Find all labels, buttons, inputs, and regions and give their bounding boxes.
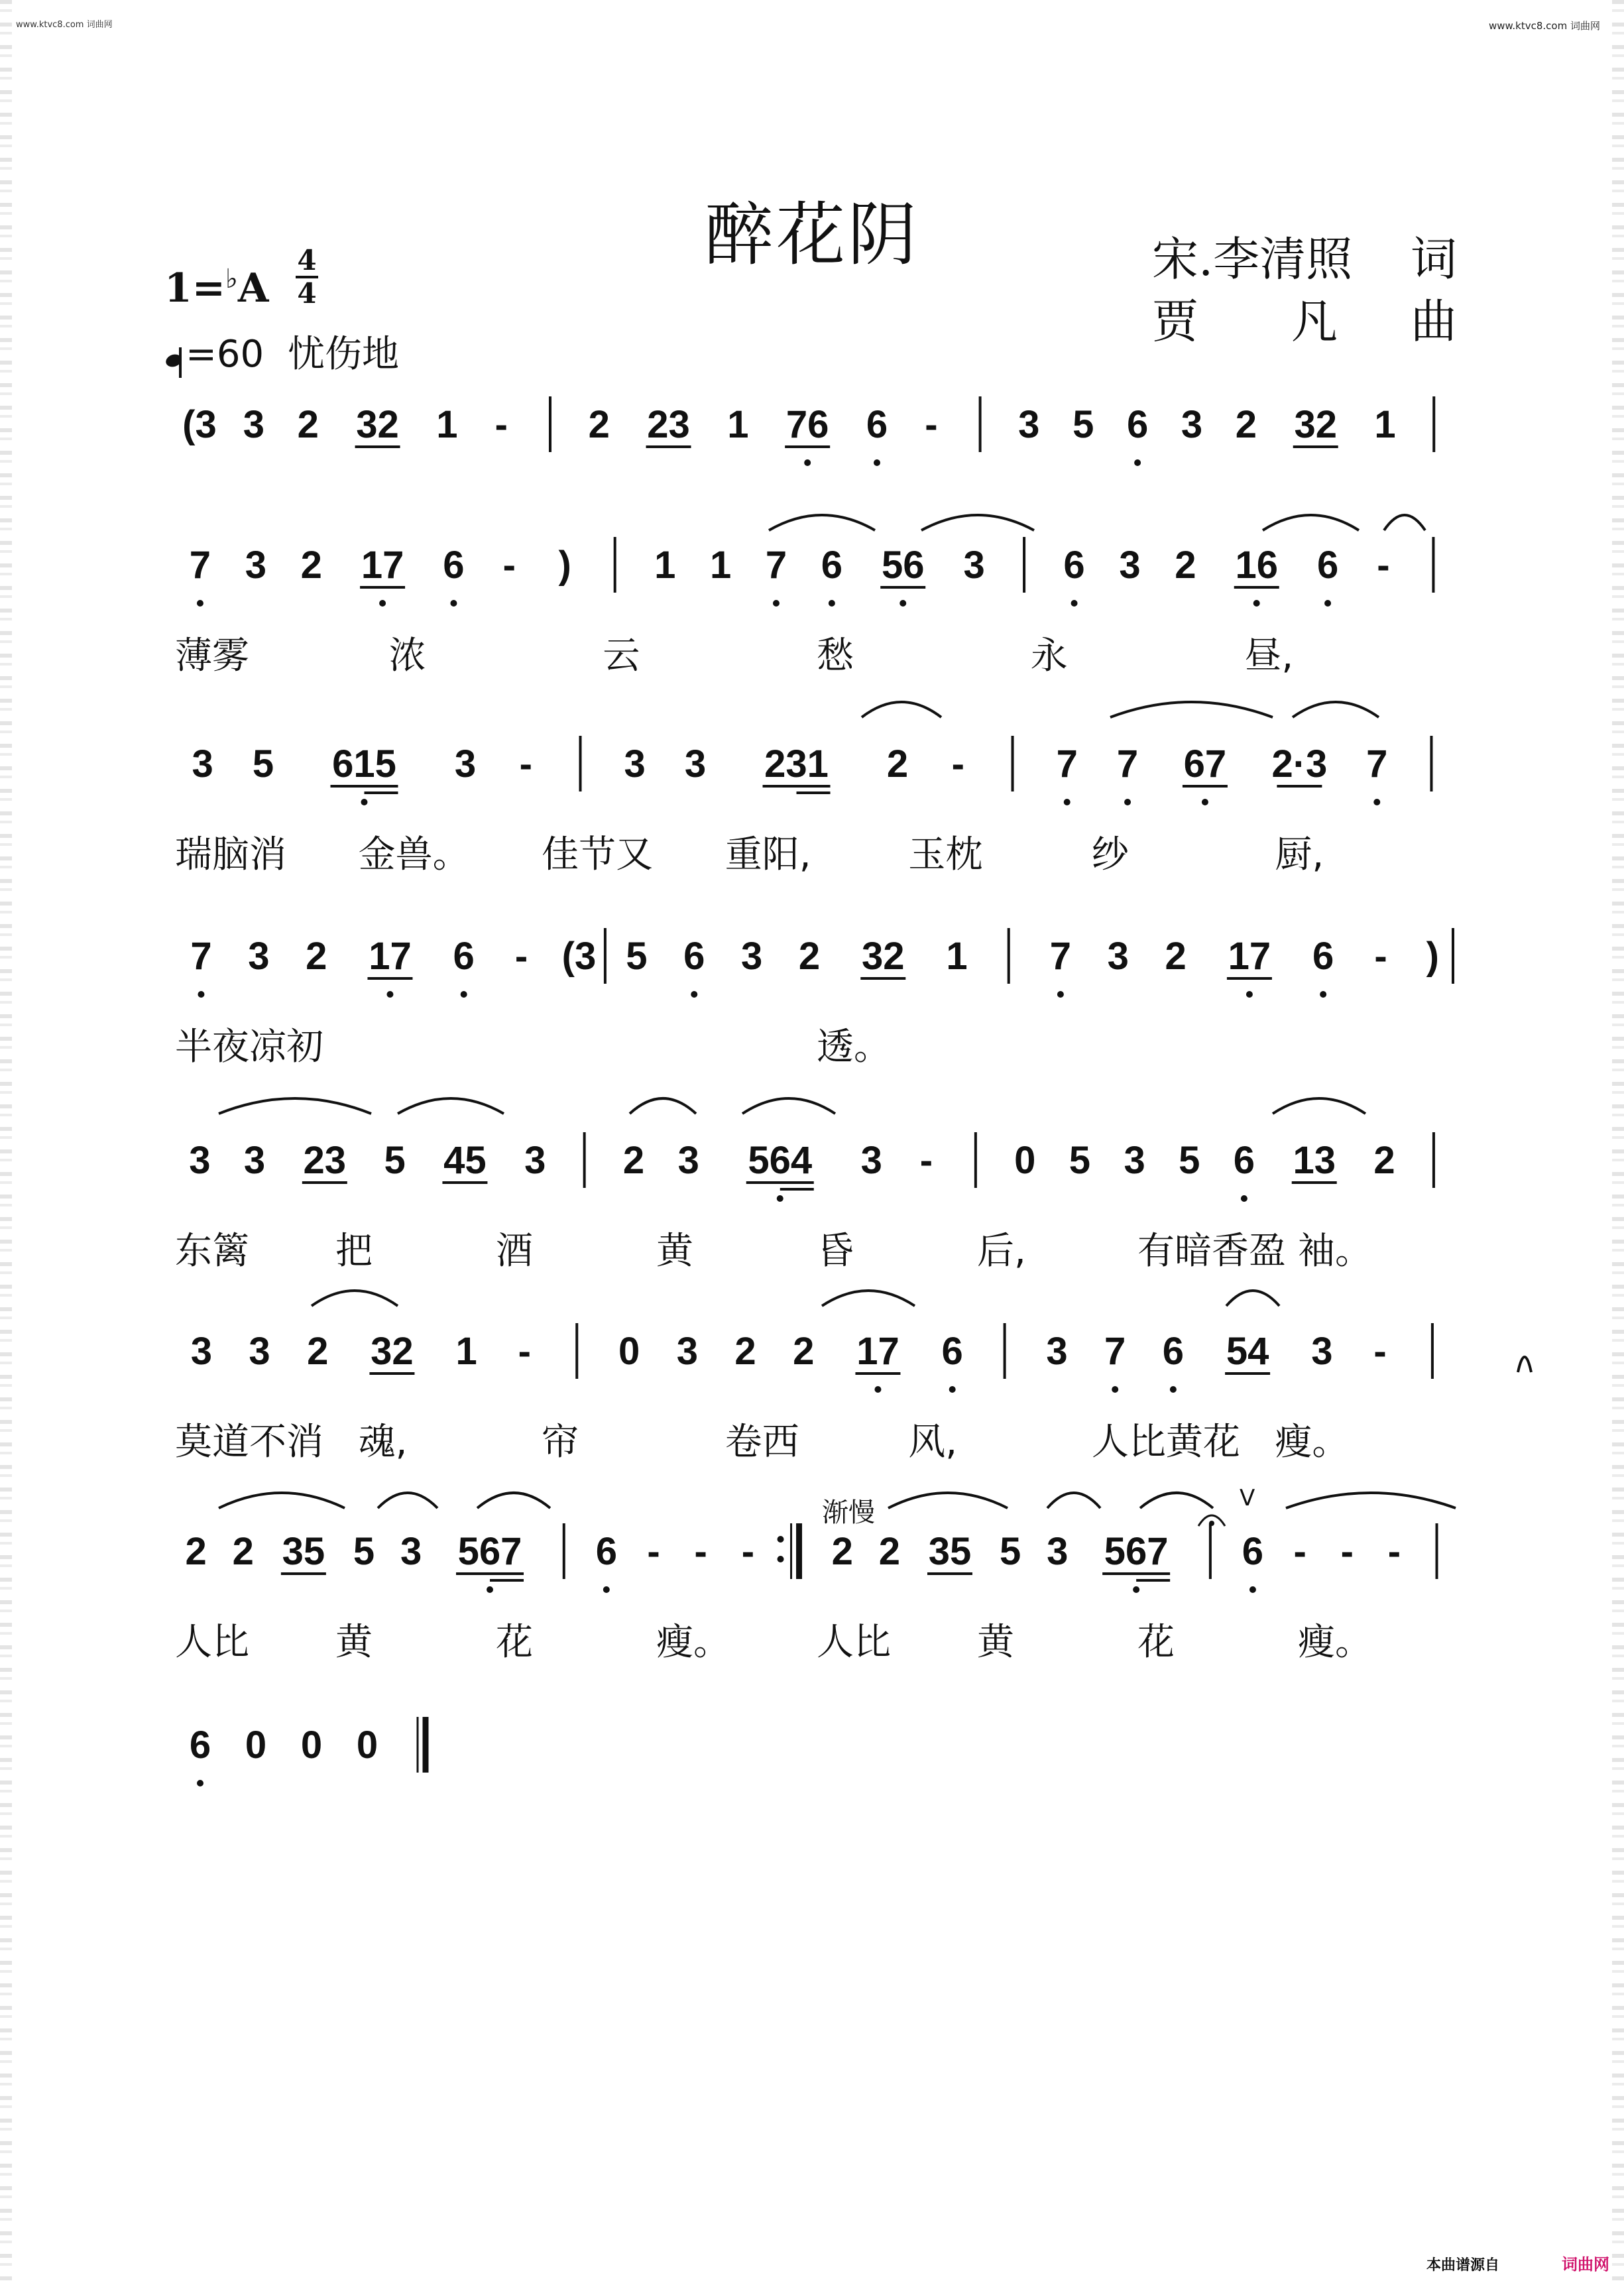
slur-arc bbox=[630, 1098, 696, 1114]
note-group: 6 bbox=[1162, 1330, 1185, 1373]
lyric-word: 瑞脑消 bbox=[175, 833, 286, 876]
slur-arc bbox=[1518, 1357, 1531, 1372]
flat-sign: ♭ bbox=[225, 264, 238, 294]
note-group: 3 bbox=[1181, 403, 1203, 446]
note-group: - bbox=[494, 403, 508, 446]
note-group: 2 bbox=[798, 935, 821, 978]
note-group: 32 bbox=[356, 403, 399, 446]
slur-arc bbox=[742, 1098, 835, 1114]
slur-arc bbox=[888, 1493, 1008, 1508]
note-group: - bbox=[502, 544, 516, 587]
lyric-word: 魂, bbox=[358, 1421, 408, 1464]
note-group: 3 bbox=[524, 1139, 546, 1182]
note-group: 0 bbox=[618, 1330, 640, 1373]
lyric-word: 人比 bbox=[817, 1621, 891, 1664]
note-group: 1 bbox=[946, 935, 968, 978]
note-group: 54 bbox=[1226, 1330, 1269, 1373]
lyric-word: 瘦。 bbox=[1298, 1621, 1372, 1664]
note-group: 3 bbox=[860, 1139, 882, 1182]
note-group: 7 bbox=[1049, 935, 1072, 978]
slur-arc bbox=[822, 1291, 915, 1306]
lyric-word: 袖。 bbox=[1298, 1230, 1372, 1273]
note-group: 1 bbox=[709, 544, 732, 587]
low-octave-dot bbox=[1170, 1386, 1177, 1393]
slur-arc bbox=[1226, 1291, 1279, 1306]
note-group: - bbox=[647, 1530, 660, 1573]
slur-arc bbox=[1263, 515, 1359, 530]
low-octave-dot bbox=[773, 600, 780, 607]
note-group: - bbox=[694, 1530, 707, 1573]
low-octave-dot bbox=[1320, 991, 1326, 998]
note-group: 13 bbox=[1293, 1139, 1336, 1182]
composer-name: 贾 凡 bbox=[1152, 294, 1338, 349]
note-group: 231 bbox=[764, 742, 829, 786]
note-group: 3 bbox=[243, 1139, 266, 1182]
note-group: - bbox=[1373, 1330, 1387, 1373]
note-group: - bbox=[519, 742, 532, 786]
note-group: 2 bbox=[307, 1330, 329, 1373]
note-group: 6 bbox=[683, 935, 705, 978]
note-group: 2 bbox=[886, 742, 909, 786]
low-octave-dot bbox=[1064, 799, 1071, 805]
note-group: - bbox=[741, 1530, 755, 1573]
note-group: 76 bbox=[785, 403, 829, 446]
note-group: 7 bbox=[1104, 1330, 1126, 1373]
note-group: 1 bbox=[727, 403, 749, 446]
note-group: 6 bbox=[1242, 1530, 1264, 1573]
note-group: 5 bbox=[1179, 1139, 1200, 1182]
note-group: 615 bbox=[332, 742, 396, 786]
slur-arc bbox=[921, 515, 1034, 530]
low-octave-dot bbox=[1324, 600, 1331, 607]
time-top: 4 bbox=[297, 244, 317, 276]
note-group: - bbox=[925, 403, 938, 446]
note-group: 6 bbox=[1126, 403, 1149, 446]
lyric-word: 东篱 bbox=[175, 1230, 249, 1273]
corner-site-label: www.ktvc8.com 词曲网 bbox=[16, 20, 113, 30]
lyric-word: 昏 bbox=[817, 1230, 854, 1273]
note-group: 3 bbox=[1311, 1330, 1333, 1373]
note-group: 3 bbox=[245, 544, 266, 587]
slur-arc bbox=[862, 702, 941, 717]
low-octave-dot bbox=[386, 991, 393, 998]
note-group: 2 bbox=[306, 935, 327, 978]
note-group: 6 bbox=[941, 1330, 963, 1373]
lyric-word: 卷西 bbox=[725, 1421, 799, 1464]
lyric-word: 人比黄花 bbox=[1091, 1421, 1240, 1464]
key-note: A bbox=[237, 265, 269, 312]
note-group: - bbox=[1293, 1530, 1306, 1573]
low-octave-dot bbox=[487, 1586, 493, 1593]
slur-arc bbox=[398, 1098, 504, 1114]
slur-arc bbox=[219, 1493, 345, 1508]
note-group: ) bbox=[1426, 935, 1439, 978]
note-group: 2 bbox=[185, 1530, 207, 1573]
lyric-word: 黄 bbox=[335, 1621, 373, 1664]
note-group: 7 bbox=[1056, 742, 1078, 786]
low-octave-dot bbox=[899, 600, 906, 607]
note-group: - bbox=[1374, 935, 1387, 978]
note-group: - bbox=[1377, 544, 1390, 587]
note-group: - bbox=[518, 1330, 532, 1373]
note-group: 3 bbox=[249, 1330, 270, 1373]
low-octave-dot bbox=[197, 1780, 203, 1786]
note-group: 6 bbox=[1312, 935, 1334, 978]
note-group: 7 bbox=[189, 544, 211, 587]
note-group: 3 bbox=[677, 1139, 699, 1182]
low-octave-dot bbox=[1112, 1386, 1118, 1393]
note-group: 7 bbox=[190, 935, 212, 978]
low-octave-dot bbox=[874, 1386, 881, 1393]
note-group: - bbox=[1387, 1530, 1401, 1573]
lyric-word: 透。 bbox=[817, 1025, 891, 1069]
note-group: 56 bbox=[881, 544, 925, 587]
low-octave-dot bbox=[461, 991, 467, 998]
note-group: 3 bbox=[676, 1330, 698, 1373]
note-group: 3 bbox=[1046, 1330, 1068, 1373]
lyric-word: 瘦。 bbox=[656, 1621, 730, 1664]
slur-arc bbox=[1273, 1098, 1365, 1114]
slur-arc bbox=[1047, 1493, 1100, 1508]
footer-source: 本曲谱源自 bbox=[1426, 2257, 1500, 2274]
lyric-word: 薄雾 bbox=[175, 634, 249, 677]
note-group: 17 bbox=[369, 935, 412, 978]
note-group: 17 bbox=[361, 544, 404, 587]
note-group: 67 bbox=[1183, 742, 1227, 786]
note-group: (3 bbox=[182, 403, 217, 446]
note-group: 5 bbox=[626, 935, 648, 978]
low-octave-dot bbox=[1071, 600, 1078, 607]
note-group: 6 bbox=[443, 544, 465, 587]
note-group: 35 bbox=[928, 1530, 972, 1573]
low-octave-dot bbox=[1057, 991, 1064, 998]
expression-text: 忧伤地 bbox=[288, 333, 399, 376]
low-octave-dot bbox=[1124, 799, 1131, 805]
note-group: 567 bbox=[457, 1530, 522, 1573]
low-octave-dot bbox=[829, 600, 835, 607]
lyric-word: 金兽。 bbox=[358, 833, 470, 876]
lyric-word: 酒 bbox=[496, 1230, 533, 1273]
low-octave-dot bbox=[1134, 459, 1141, 466]
lyric-word: 瘦。 bbox=[1275, 1421, 1350, 1464]
slur-arc bbox=[1110, 702, 1273, 717]
ritardando-mark: 渐慢 bbox=[822, 1497, 875, 1528]
note-group: 1 bbox=[436, 403, 458, 446]
note-group: 6 bbox=[866, 403, 888, 446]
fermata-dot bbox=[1209, 1521, 1214, 1526]
low-octave-dot bbox=[1202, 799, 1208, 805]
lyric-word: 半夜凉初 bbox=[175, 1025, 323, 1069]
low-octave-dot bbox=[1373, 799, 1380, 805]
note-group: - bbox=[1340, 1530, 1354, 1573]
slur-arc bbox=[312, 1291, 398, 1306]
note-group: 6 bbox=[595, 1530, 617, 1573]
slur-arc bbox=[769, 515, 875, 530]
note-group: 7 bbox=[1366, 742, 1388, 786]
lyric-word: 佳节又 bbox=[542, 833, 654, 876]
lyric-word: 花 bbox=[1137, 1621, 1175, 1664]
note-group: 2 bbox=[734, 1330, 756, 1373]
note-group: 0 bbox=[300, 1724, 323, 1767]
note-group: 32 bbox=[862, 935, 905, 978]
breath-mark: V bbox=[1240, 1485, 1255, 1511]
lyric-word: 人比 bbox=[175, 1621, 249, 1664]
note-group: 23 bbox=[303, 1139, 347, 1182]
lyric-word: 把 bbox=[335, 1230, 373, 1273]
note-group: 3 bbox=[1047, 1530, 1069, 1573]
note-group: 0 bbox=[1014, 1139, 1036, 1182]
note-group: 564 bbox=[748, 1139, 813, 1182]
low-octave-dot bbox=[450, 600, 457, 607]
note-group: 2 bbox=[878, 1530, 901, 1573]
slur-arc bbox=[1286, 1493, 1456, 1508]
note-group: 32 bbox=[1294, 403, 1337, 446]
low-octave-dot bbox=[804, 459, 811, 466]
lyric-word: 玉枕 bbox=[908, 833, 983, 876]
lyric-word: 愁 bbox=[817, 634, 854, 677]
note-group: 5 bbox=[999, 1530, 1021, 1573]
note-group: 5 bbox=[252, 742, 274, 786]
note-group: 2 bbox=[300, 544, 322, 587]
lyric-word: 后, bbox=[977, 1230, 1026, 1273]
footer-brand: 词曲网 bbox=[1562, 2255, 1609, 2274]
slur-arc bbox=[1384, 515, 1425, 530]
lyric-word: 黄 bbox=[656, 1230, 693, 1273]
lyric-word: 云 bbox=[603, 634, 640, 677]
note-group: ) bbox=[558, 544, 571, 587]
note-group: 3 bbox=[248, 935, 270, 978]
note-group: 3 bbox=[190, 1330, 212, 1373]
lyric-word: 风, bbox=[908, 1421, 958, 1464]
note-group: 3 bbox=[741, 935, 763, 978]
note-group: - bbox=[514, 935, 528, 978]
low-octave-dot bbox=[777, 1195, 783, 1202]
site-label: www.ktvc8.com 词曲网 bbox=[1488, 20, 1600, 32]
low-octave-dot bbox=[379, 600, 386, 607]
low-octave-dot bbox=[1246, 991, 1253, 998]
low-octave-dot bbox=[197, 600, 203, 607]
slur-arc bbox=[378, 1493, 437, 1508]
note-group: 6 bbox=[821, 544, 842, 587]
note-group: 7 bbox=[1116, 742, 1139, 786]
lyric-word: 帘 bbox=[542, 1421, 579, 1464]
note-group: 3 bbox=[189, 1139, 211, 1182]
note-group: 5 bbox=[1069, 1139, 1091, 1182]
note-group: (3 bbox=[561, 935, 597, 978]
note-group: 2 bbox=[831, 1530, 853, 1573]
note-group: - bbox=[919, 1139, 933, 1182]
note-group: 3 bbox=[454, 742, 477, 786]
note-group: 2 bbox=[1235, 403, 1257, 446]
note-group: 0 bbox=[245, 1724, 267, 1767]
note-group: 17 bbox=[856, 1330, 899, 1373]
note-group: - bbox=[951, 742, 965, 786]
lyric-word: 莫道不消 bbox=[175, 1421, 323, 1464]
note-group: 567 bbox=[1104, 1530, 1169, 1573]
note-group: 3 bbox=[400, 1530, 422, 1573]
note-group: 23 bbox=[647, 403, 690, 446]
repeat-dot bbox=[778, 1556, 784, 1562]
slur-arc bbox=[1293, 702, 1379, 717]
note-group: 35 bbox=[282, 1530, 325, 1573]
note-group: 2 bbox=[1165, 935, 1187, 978]
lyric-word: 厨, bbox=[1275, 833, 1324, 876]
time-bottom: 4 bbox=[297, 277, 317, 310]
note-group: 6 bbox=[1063, 544, 1085, 587]
slur-arc bbox=[219, 1098, 371, 1114]
note-group: 2 bbox=[297, 403, 319, 446]
note-group: 3 bbox=[1018, 403, 1040, 446]
lyric-word: 浓 bbox=[388, 634, 426, 677]
low-octave-dot bbox=[949, 1386, 956, 1393]
lyric-word: 昼, bbox=[1244, 634, 1294, 677]
note-group: 2 bbox=[1175, 544, 1196, 587]
note-group: 6 bbox=[453, 935, 475, 978]
slur-arc bbox=[477, 1493, 550, 1508]
lyric-word: 有暗香盈 bbox=[1137, 1230, 1286, 1273]
note-group: 3 bbox=[192, 742, 213, 786]
note-group: 5 bbox=[1073, 403, 1094, 446]
note-group: 0 bbox=[356, 1724, 378, 1767]
note-group: 17 bbox=[1228, 935, 1271, 978]
note-group: 3 bbox=[1124, 1139, 1145, 1182]
low-octave-dot bbox=[198, 991, 204, 998]
note-group: 3 bbox=[1119, 544, 1141, 587]
note-group: 45 bbox=[443, 1139, 487, 1182]
low-octave-dot bbox=[1241, 1195, 1247, 1202]
low-octave-dot bbox=[361, 799, 367, 805]
lyric-word: 重阳, bbox=[725, 833, 811, 876]
note-group: 5 bbox=[384, 1139, 406, 1182]
note-group: 1 bbox=[1374, 403, 1396, 446]
note-group: 3 bbox=[243, 403, 264, 446]
note-group: 3 bbox=[684, 742, 707, 786]
lyric-word: 花 bbox=[496, 1621, 533, 1664]
low-octave-dot bbox=[603, 1586, 610, 1593]
note-group: 7 bbox=[765, 544, 787, 587]
note-group: 16 bbox=[1235, 544, 1278, 587]
note-group: 1 bbox=[654, 544, 676, 587]
song-title: 醉花阴 bbox=[704, 194, 919, 275]
note-group: 2 bbox=[232, 1530, 254, 1573]
low-octave-dot bbox=[1253, 600, 1260, 607]
lyricist-role: 词 bbox=[1411, 232, 1457, 286]
slur-arc bbox=[1140, 1493, 1213, 1508]
lyric-word: 纱 bbox=[1091, 833, 1129, 876]
lyricist-name: 宋.李清照 bbox=[1152, 232, 1353, 286]
note-group: 2 bbox=[1373, 1139, 1395, 1182]
composer-role: 曲 bbox=[1411, 294, 1457, 349]
note-group: 2 bbox=[588, 403, 610, 446]
note-group: 5 bbox=[353, 1530, 375, 1573]
note-group: 3 bbox=[963, 544, 985, 587]
note-group: 2 bbox=[622, 1139, 645, 1182]
lyric-word: 永 bbox=[1030, 634, 1068, 677]
tempo-value: =60 bbox=[186, 333, 264, 376]
note-group: 6 bbox=[189, 1724, 211, 1767]
low-octave-dot bbox=[691, 991, 697, 998]
note-group: 2·3 bbox=[1271, 742, 1328, 786]
low-octave-dot bbox=[874, 459, 880, 466]
note-group: 3 bbox=[1107, 935, 1129, 978]
note-group: 1 bbox=[455, 1330, 477, 1373]
low-octave-dot bbox=[1133, 1586, 1139, 1593]
lyric-word: 黄 bbox=[977, 1621, 1014, 1664]
note-group: 6 bbox=[1233, 1139, 1255, 1182]
key-prefix: 1= bbox=[164, 265, 226, 312]
note-group: 32 bbox=[371, 1330, 414, 1373]
repeat-dot bbox=[778, 1536, 784, 1543]
note-group: 6 bbox=[1316, 544, 1339, 587]
note-group: 3 bbox=[624, 742, 646, 786]
low-octave-dot bbox=[1249, 1586, 1256, 1593]
note-group: 2 bbox=[793, 1330, 815, 1373]
